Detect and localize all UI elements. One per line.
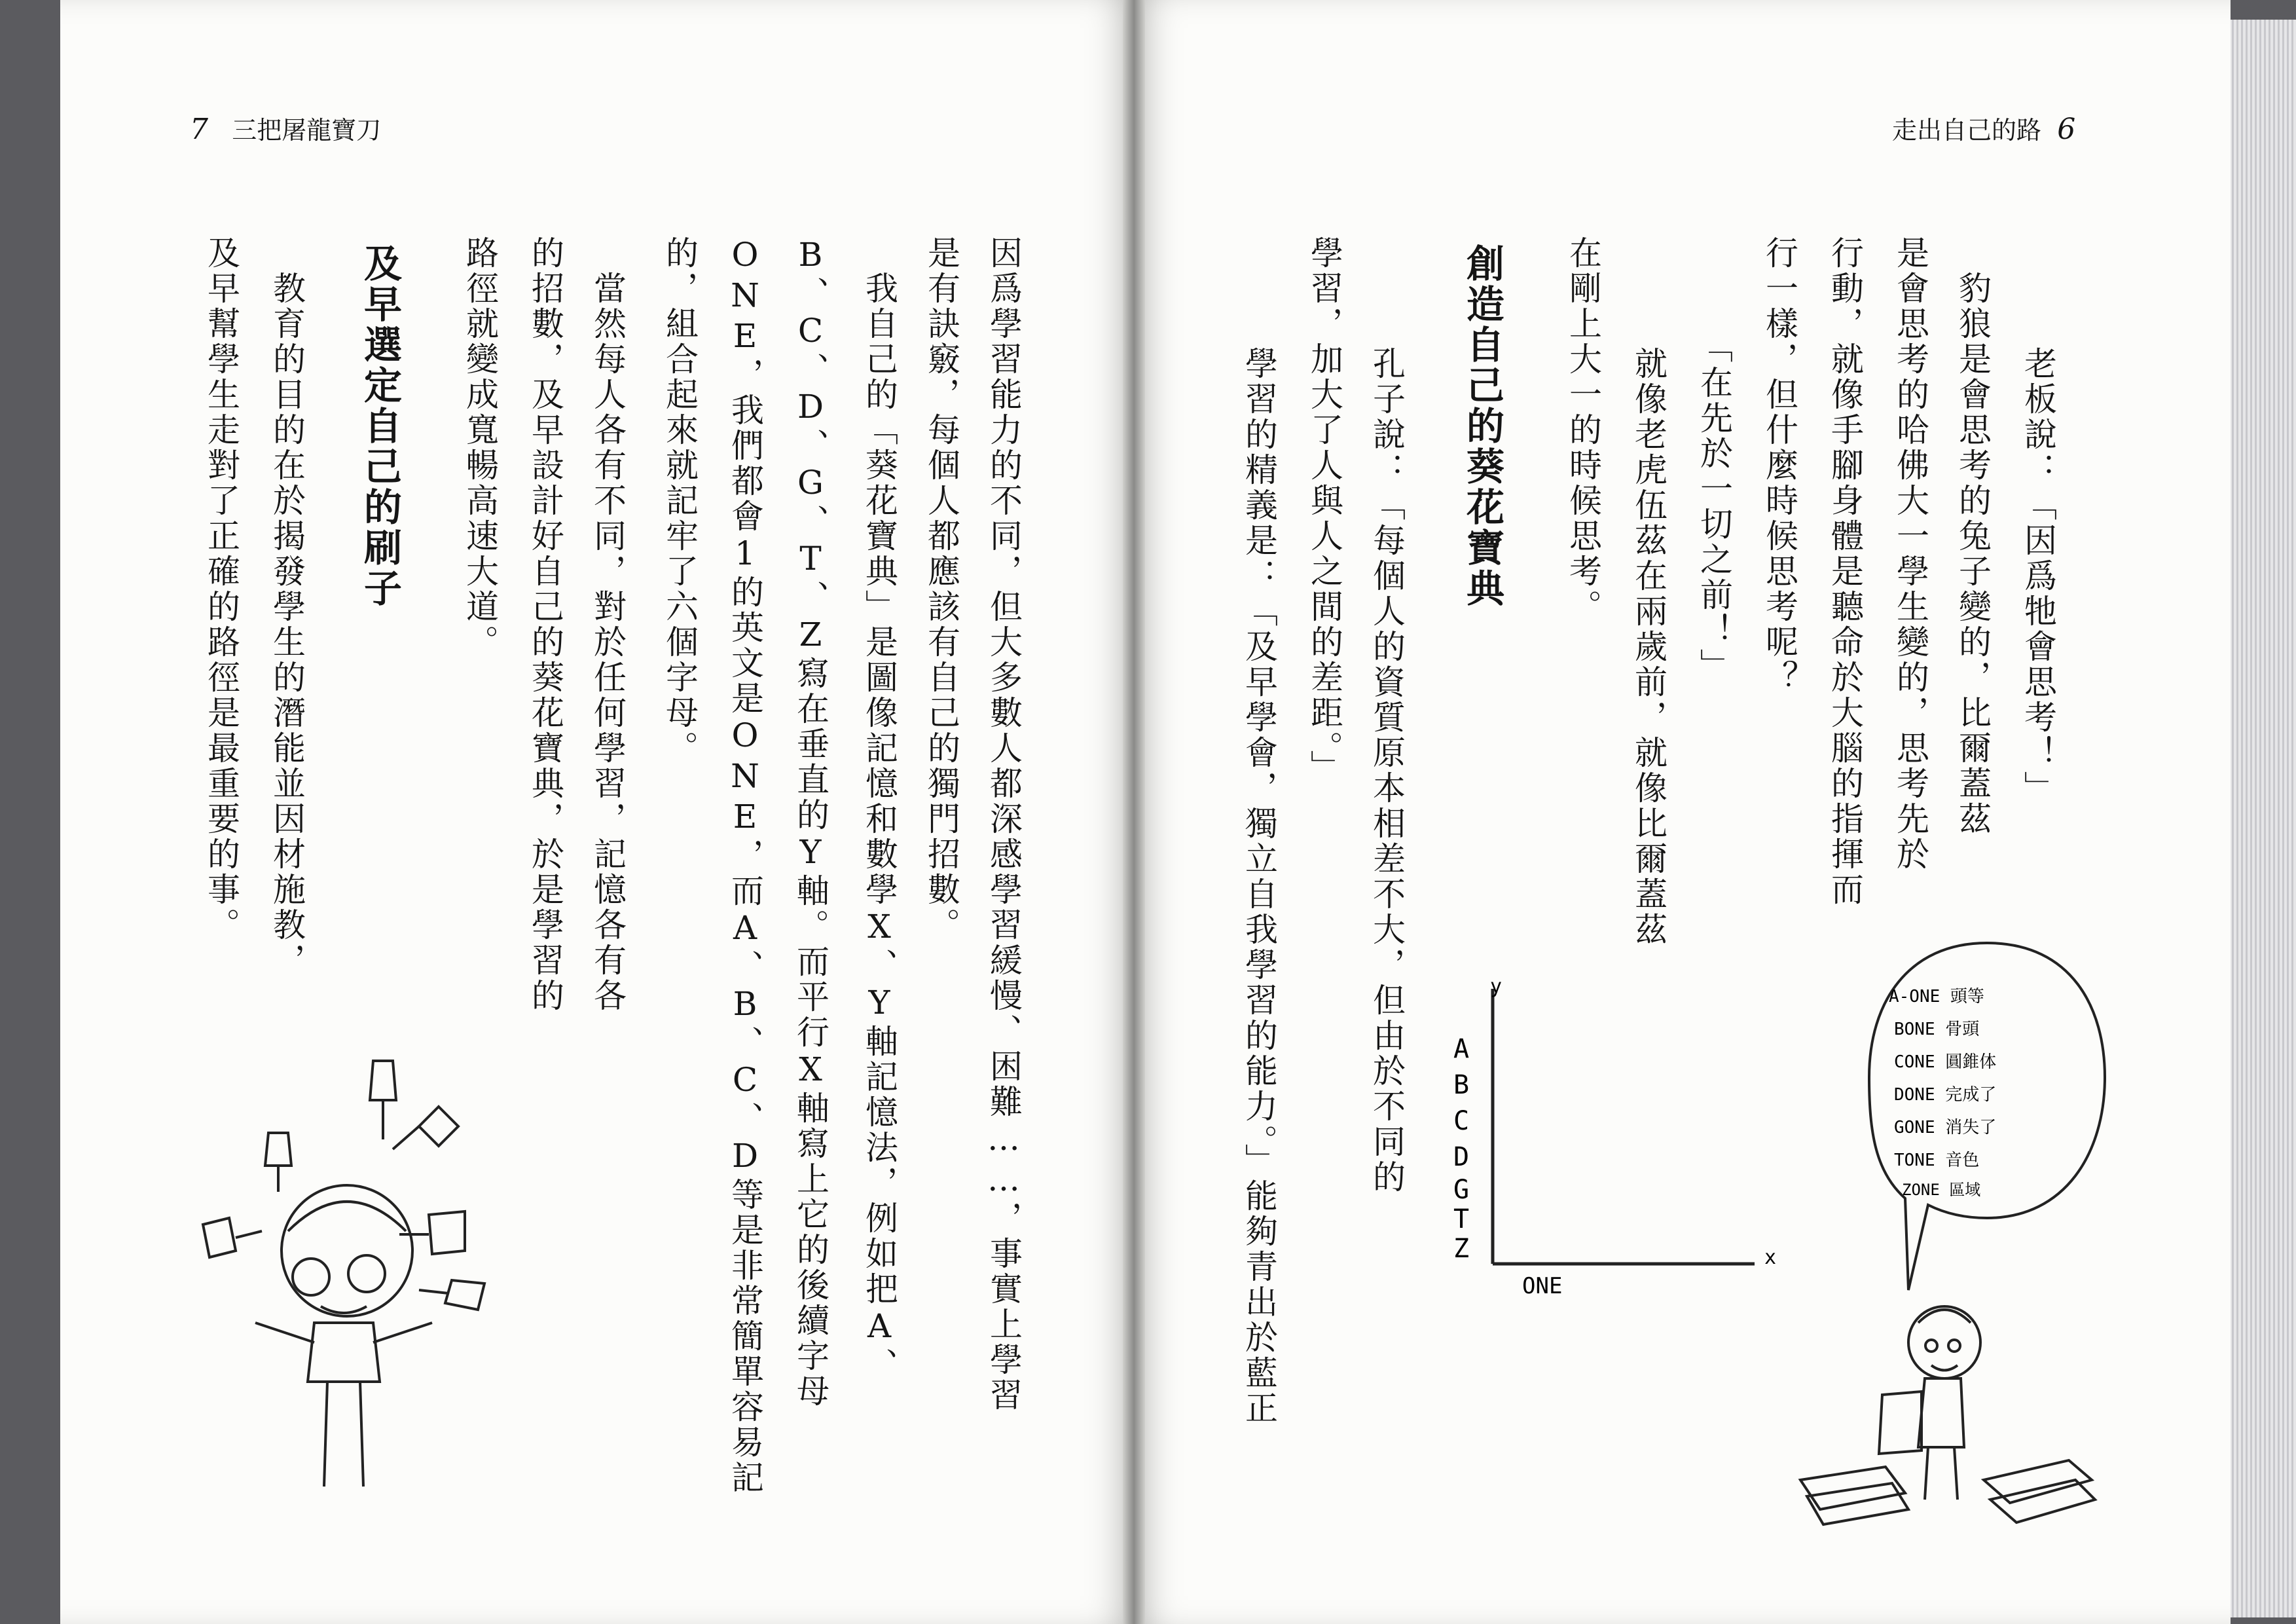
left-text-line-5: ONE，我們都會1的英文是ONE，而A、B、C、D等是非常簡單容易記	[726, 236, 764, 1496]
right-text-line-10: 孔子說：「每個人的資質原本相差不大，但由於不同的	[1368, 311, 1406, 1195]
left-text-line-4: B、C、D、G、T、Z寫在垂直的Y軸。而平行X軸寫上它的後續字母	[792, 236, 829, 1409]
page-edges	[2223, 20, 2296, 1617]
left-text-line-8: 的招數，及早設計好自己的葵花寶典，於是學習的	[526, 236, 564, 1014]
left-text-line-9: 路徑就變成寬暢高速大道。	[461, 236, 499, 660]
diagram-letter-g: G	[1453, 1175, 1470, 1205]
left-text-line-7: 當然每人各有不同，對於任何學習，記憶各有各	[589, 236, 627, 1014]
left-page-number: 7	[190, 113, 208, 146]
diagram-letter-t: T	[1453, 1204, 1470, 1234]
bubble-line-cone: CONE 圓錐体	[1894, 1052, 1997, 1072]
right-text-line-12: 學習的精義是：「及早學會，獨立自我學習的能力。」能夠青出於藍正	[1240, 311, 1278, 1426]
diagram-letter-b: B	[1453, 1070, 1470, 1100]
right-page-header	[1892, 110, 2075, 146]
bubble-line-a-one: A-ONE 頭等	[1889, 987, 1984, 1006]
right-section-heading: 創造自己的葵花寶典	[1460, 244, 1504, 609]
left-running-title: 三把屠龍寶刀	[232, 116, 382, 145]
right-text-line-3: 是會思考的哈佛大一學生變的，思考先於	[1891, 236, 1929, 872]
right-text-line-8: 在剛上大一的時候思考。	[1564, 236, 1602, 625]
diagram-letter-z: Z	[1453, 1234, 1470, 1264]
right-text-line-7: 就像老虎伍茲在兩歲前，就像比爾蓋茲	[1630, 311, 1667, 948]
bubble-line-bone: BONE 骨頭	[1894, 1020, 1980, 1039]
bubble-line-gone: GONE 消失了	[1894, 1118, 1997, 1137]
left-text-line-3: 我自己的「葵花寶典」是圖像記憶和數學X、Y軸記憶法，例如把A、	[860, 236, 898, 1383]
left-text-line-12: 及早幫學生走對了正確的路徑是最重要的事。	[202, 236, 240, 943]
bubble-line-zone: ZONE 區域	[1902, 1181, 1981, 1199]
right-text-line-5: 行一樣，但什麼時候思考呢？	[1760, 236, 1798, 695]
diagram-letter-c: C	[1453, 1106, 1470, 1136]
speech-bubble	[1863, 936, 2111, 1303]
right-text-line-4: 行動，就像手腳身體是聽命於大腦的指揮而	[1826, 236, 1864, 908]
left-text-line-6: 的，組合起來就記牢了六個字母。	[661, 236, 699, 766]
right-running-title: 走出自己的路	[1892, 116, 2042, 145]
right-text-line-11: 學習，加大了人與人之間的差距。」	[1305, 236, 1343, 785]
left-text-line-11: 教育的目的在於揭發學生的潛能並因材施教，	[268, 236, 306, 978]
cartoon-boy-with-papers	[1794, 1283, 2102, 1532]
left-page-header	[190, 110, 381, 146]
right-text-line-6: 「在先於一切之前！」	[1695, 311, 1733, 684]
left-text-line-1: 因爲學習能力的不同，但大多數人都深感學習緩慢、困難……，事實上學習	[985, 236, 1023, 1413]
left-text-line-2: 是有訣竅，每個人都應該有自己的獨門招數。	[922, 236, 960, 943]
right-text-line-2: 豹狼是會思考的兔子變的，比爾蓋茲	[1954, 236, 1992, 837]
diagram-x-label: x	[1764, 1246, 1777, 1269]
cartoon-man-with-brushes	[177, 1035, 491, 1506]
right-page-number: 6	[2057, 113, 2076, 146]
left-section-heading: 及早選定自己的刷子	[357, 244, 402, 609]
diagram-word-one: ONE	[1522, 1273, 1563, 1299]
axis-diagram	[1427, 963, 1794, 1316]
bubble-line-tone: TONE 音色	[1894, 1151, 1980, 1170]
diagram-letter-d: D	[1453, 1142, 1470, 1172]
right-text-line-1: 老板說：「因爲牠會思考！」	[2019, 311, 2057, 806]
bubble-line-done: DONE 完成了	[1894, 1085, 1997, 1105]
diagram-letter-a: A	[1453, 1034, 1470, 1064]
diagram-y-label: y	[1490, 975, 1503, 998]
book-gutter	[1123, 0, 1145, 1624]
